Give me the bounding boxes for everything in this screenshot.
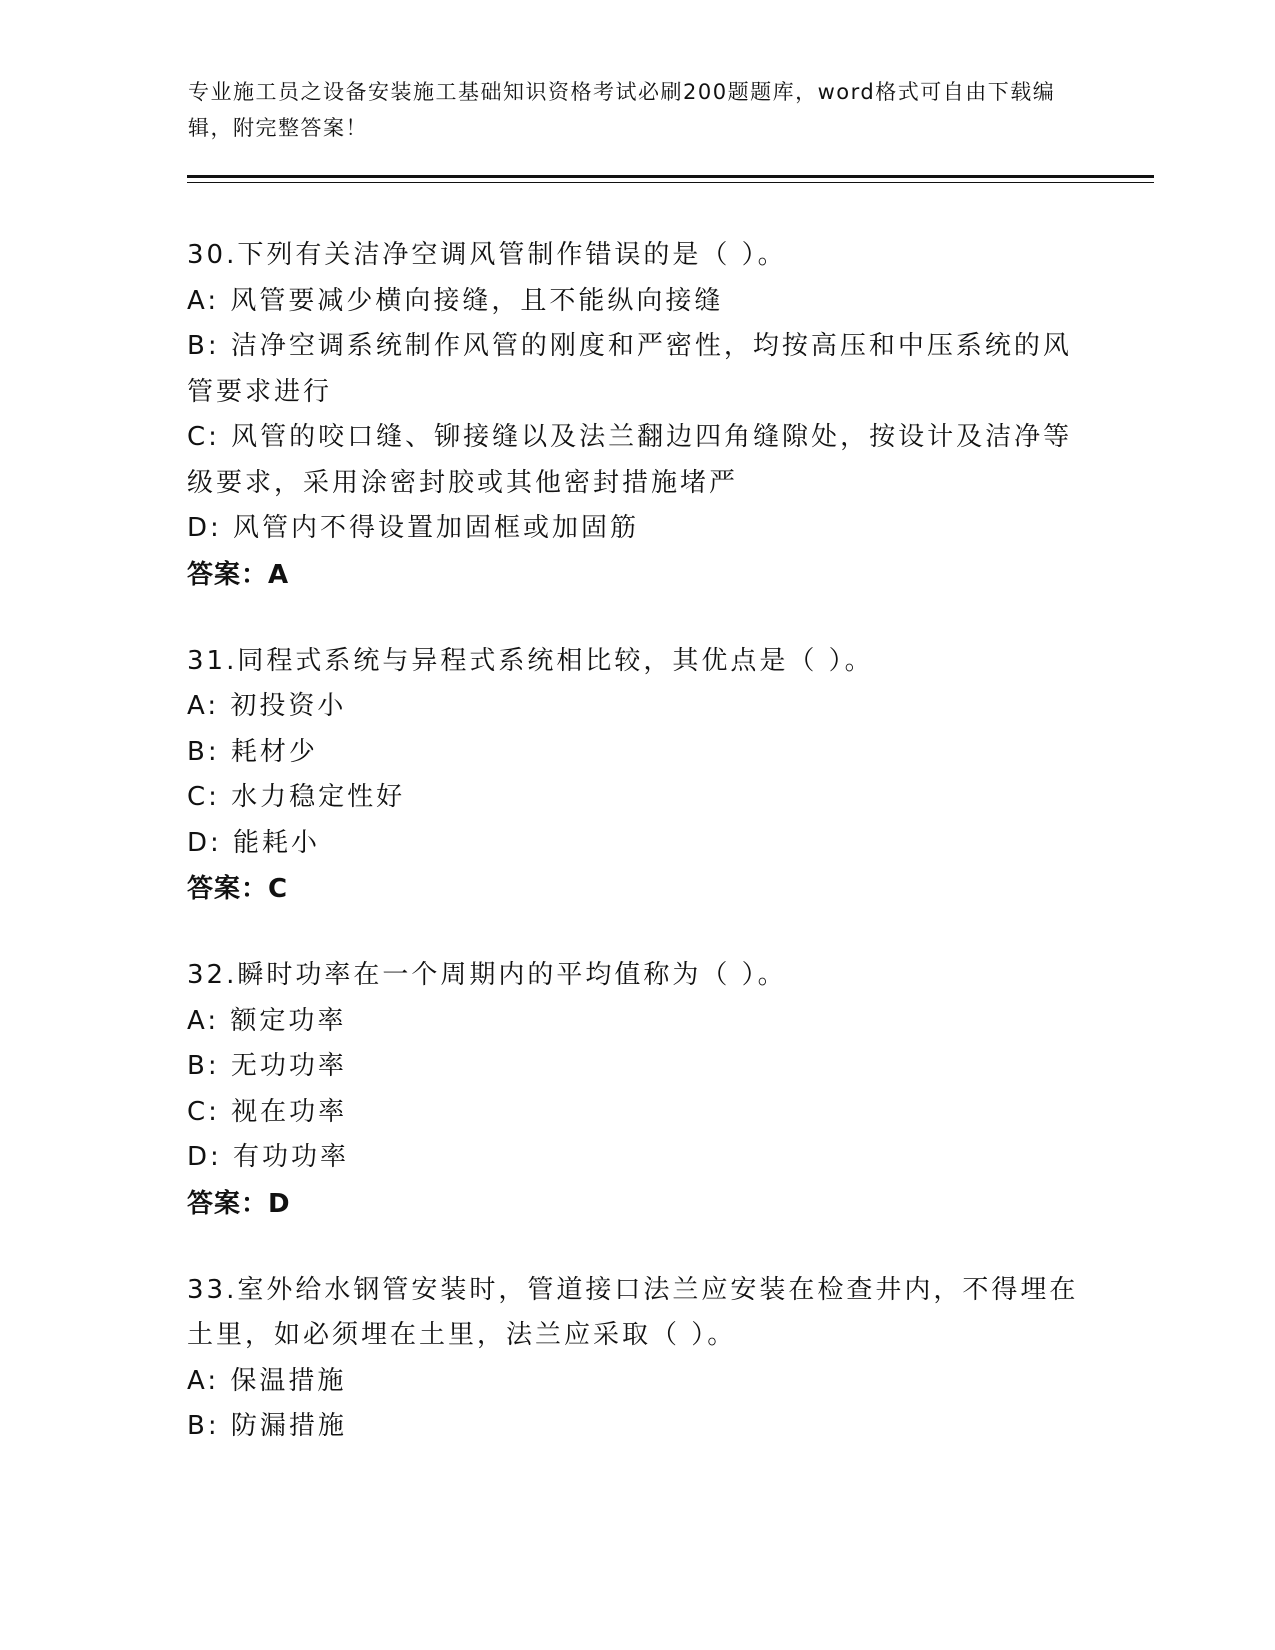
answer-label: 答案：A [187, 559, 290, 590]
page-header: 专业施工员之设备安装施工基础知识资格考试必刷200题题库，word格式可自由下载编辑，附完整答案！ [188, 80, 1056, 140]
option-b: B: 耗材少 [187, 736, 318, 767]
header-rule-thick [187, 175, 1154, 178]
question-stem: 33.室外给水钢管安装时，管道接口法兰应安装在检查井内，不得埋在土里，如必须埋在土里，法兰应采取（ ）。 [187, 1274, 1079, 1350]
question-31 [187, 639, 1087, 914]
answer-label: 答案：C [187, 874, 289, 904]
option-c: C: 水力稳定性好 [187, 782, 406, 812]
option-b: B: 防漏措施 [187, 1411, 347, 1441]
question-stem: 31.同程式系统与异程式系统相比较，其优点是（ ）。 [187, 645, 874, 676]
question-33 [187, 1268, 1087, 1450]
option-a: A: 额定功率 [187, 1005, 347, 1036]
option-a: A: 风管要减少横向接缝，且不能纵向接缝 [187, 285, 724, 316]
option-c: C: 风管的咬口缝、铆接缝以及法兰翻边四角缝隙处，按设计及洁净等级要求，采用涂密封胶或其他密封措施堵严 [187, 422, 1073, 498]
option-d: D: 风管内不得设置加固框或加固筋 [187, 513, 640, 543]
question-stem: 32.瞬时功率在一个周期内的平均值称为（ ）。 [187, 960, 787, 990]
option-b: B: 洁净空调系统制作风管的刚度和严密性，均按高压和中压系统的风管要求进行 [187, 331, 1072, 407]
question-stem: 30.下列有关洁净空调风管制作错误的是（ ）。 [187, 240, 787, 270]
header-rule-thin [187, 182, 1154, 183]
option-a: A: 保温措施 [187, 1365, 347, 1396]
option-a: A: 初投资小 [187, 691, 347, 721]
option-d: D: 能耗小 [187, 827, 321, 858]
option-b: B: 无功功率 [187, 1051, 347, 1081]
option-d: D: 有功功率 [187, 1142, 350, 1172]
option-c: C: 视在功率 [187, 1096, 348, 1127]
question-list [187, 233, 1087, 1490]
answer-label: 答案：D [187, 1188, 291, 1219]
question-32 [187, 953, 1087, 1228]
question-30 [187, 233, 1087, 599]
